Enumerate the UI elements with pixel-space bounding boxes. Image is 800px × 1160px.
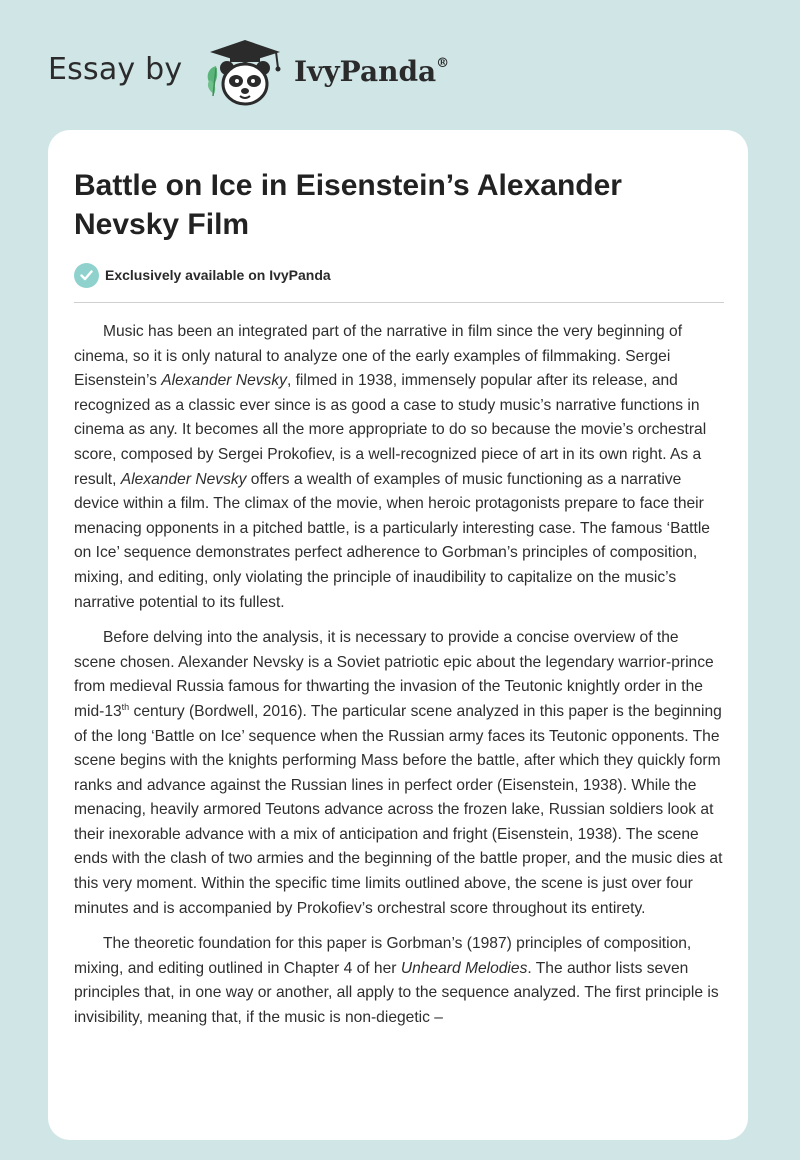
divider	[74, 302, 724, 303]
check-icon	[74, 263, 99, 288]
panda-logo-icon[interactable]	[200, 38, 290, 108]
badge-label: Exclusively available on IvyPanda	[105, 267, 331, 283]
leaf-icon	[208, 66, 218, 96]
paragraph: Music has been an integrated part of the narrative in film since the very beginning of cinema, so it is only natural to analyze one of the early examples of filmmaking. Sergei Eisenstein’s Alexander Nevsky, filmed in 1938, immensely popular after its release, and recognized as a classic ever since is as good a case to study music’s narrative functions in cinema as any. It becomes all the more appropriate to do so because the movie’s orchestral score, composed by Sergei Prokofiev, is a well-recognized piece of art in its own right. As a result, Alexander Nevsky offers a wealth of examples of music functioning as a narrative device within a film. The climax of the movie, when heroic protagonists prepare to face their menacing opponents in a pitched battle, is a particularly interesting case. The famous ‘Battle on Ice’ sequence demonstrates perfect adherence to Gorbman’s principles of composition, mixing, and editing, only violating the principle of inaudibility to capitalize on the music’s narrative potential to its fullest.	[74, 323, 710, 611]
brand-text: IvyPanda	[294, 55, 437, 88]
paragraph: Before delving into the analysis, it is necessary to provide a concise overview of the scene chosen. Alexander Nevsky is a Soviet patriotic epic about the legendary warrior-prince from medieval Russia famous for thwarting the invasion of the Teutonic knightly order in the mid-13th century (Bordwell, 2016). The particular scene analyzed in this paper is the beginning of the long ‘Battle on Ice’ sequence when the Russian army faces its Teutonic opponents. The scene begins with the knights performing Mass before the battle, after which they quickly form ranks and advance against the Russian lines in perfect order (Eisenstein, 1938). While the menacing, heavily armored Teutons advance across the frozen lake, Russian soldiers look at their inexorable advance with a mix of anticipation and fright (Eisenstein, 1938). The scene ends with the clash of two armies and the beginning of the battle proper, and the music dies at this very moment. Within the specific time limits outlined above, the scene is just over four minutes and is accompanied by Prokofiev’s orchestral score throughout its entirety.	[74, 629, 723, 917]
brand-name[interactable]	[294, 55, 449, 88]
paragraph: The theoretic foundation for this paper is Gorbman’s (1987) principles of composition, mixing, and editing outlined in Chapter 4 of her Unheard Melodies. The author lists seven principles that, in one way or another, all apply to the sequence analyzed. The first principle is invisibility, meaning that, if the music is non-diegetic –	[74, 935, 719, 1027]
page-title: Battle on Ice in Eisenstein’s Alexander Nevsky Film	[74, 169, 622, 241]
essay-card	[48, 130, 748, 1140]
essay-body	[74, 320, 724, 1042]
essay-by-label: Essay by	[48, 52, 183, 87]
site-header	[0, 0, 800, 130]
registered-mark: ®	[436, 55, 450, 71]
exclusive-badge	[74, 262, 331, 288]
